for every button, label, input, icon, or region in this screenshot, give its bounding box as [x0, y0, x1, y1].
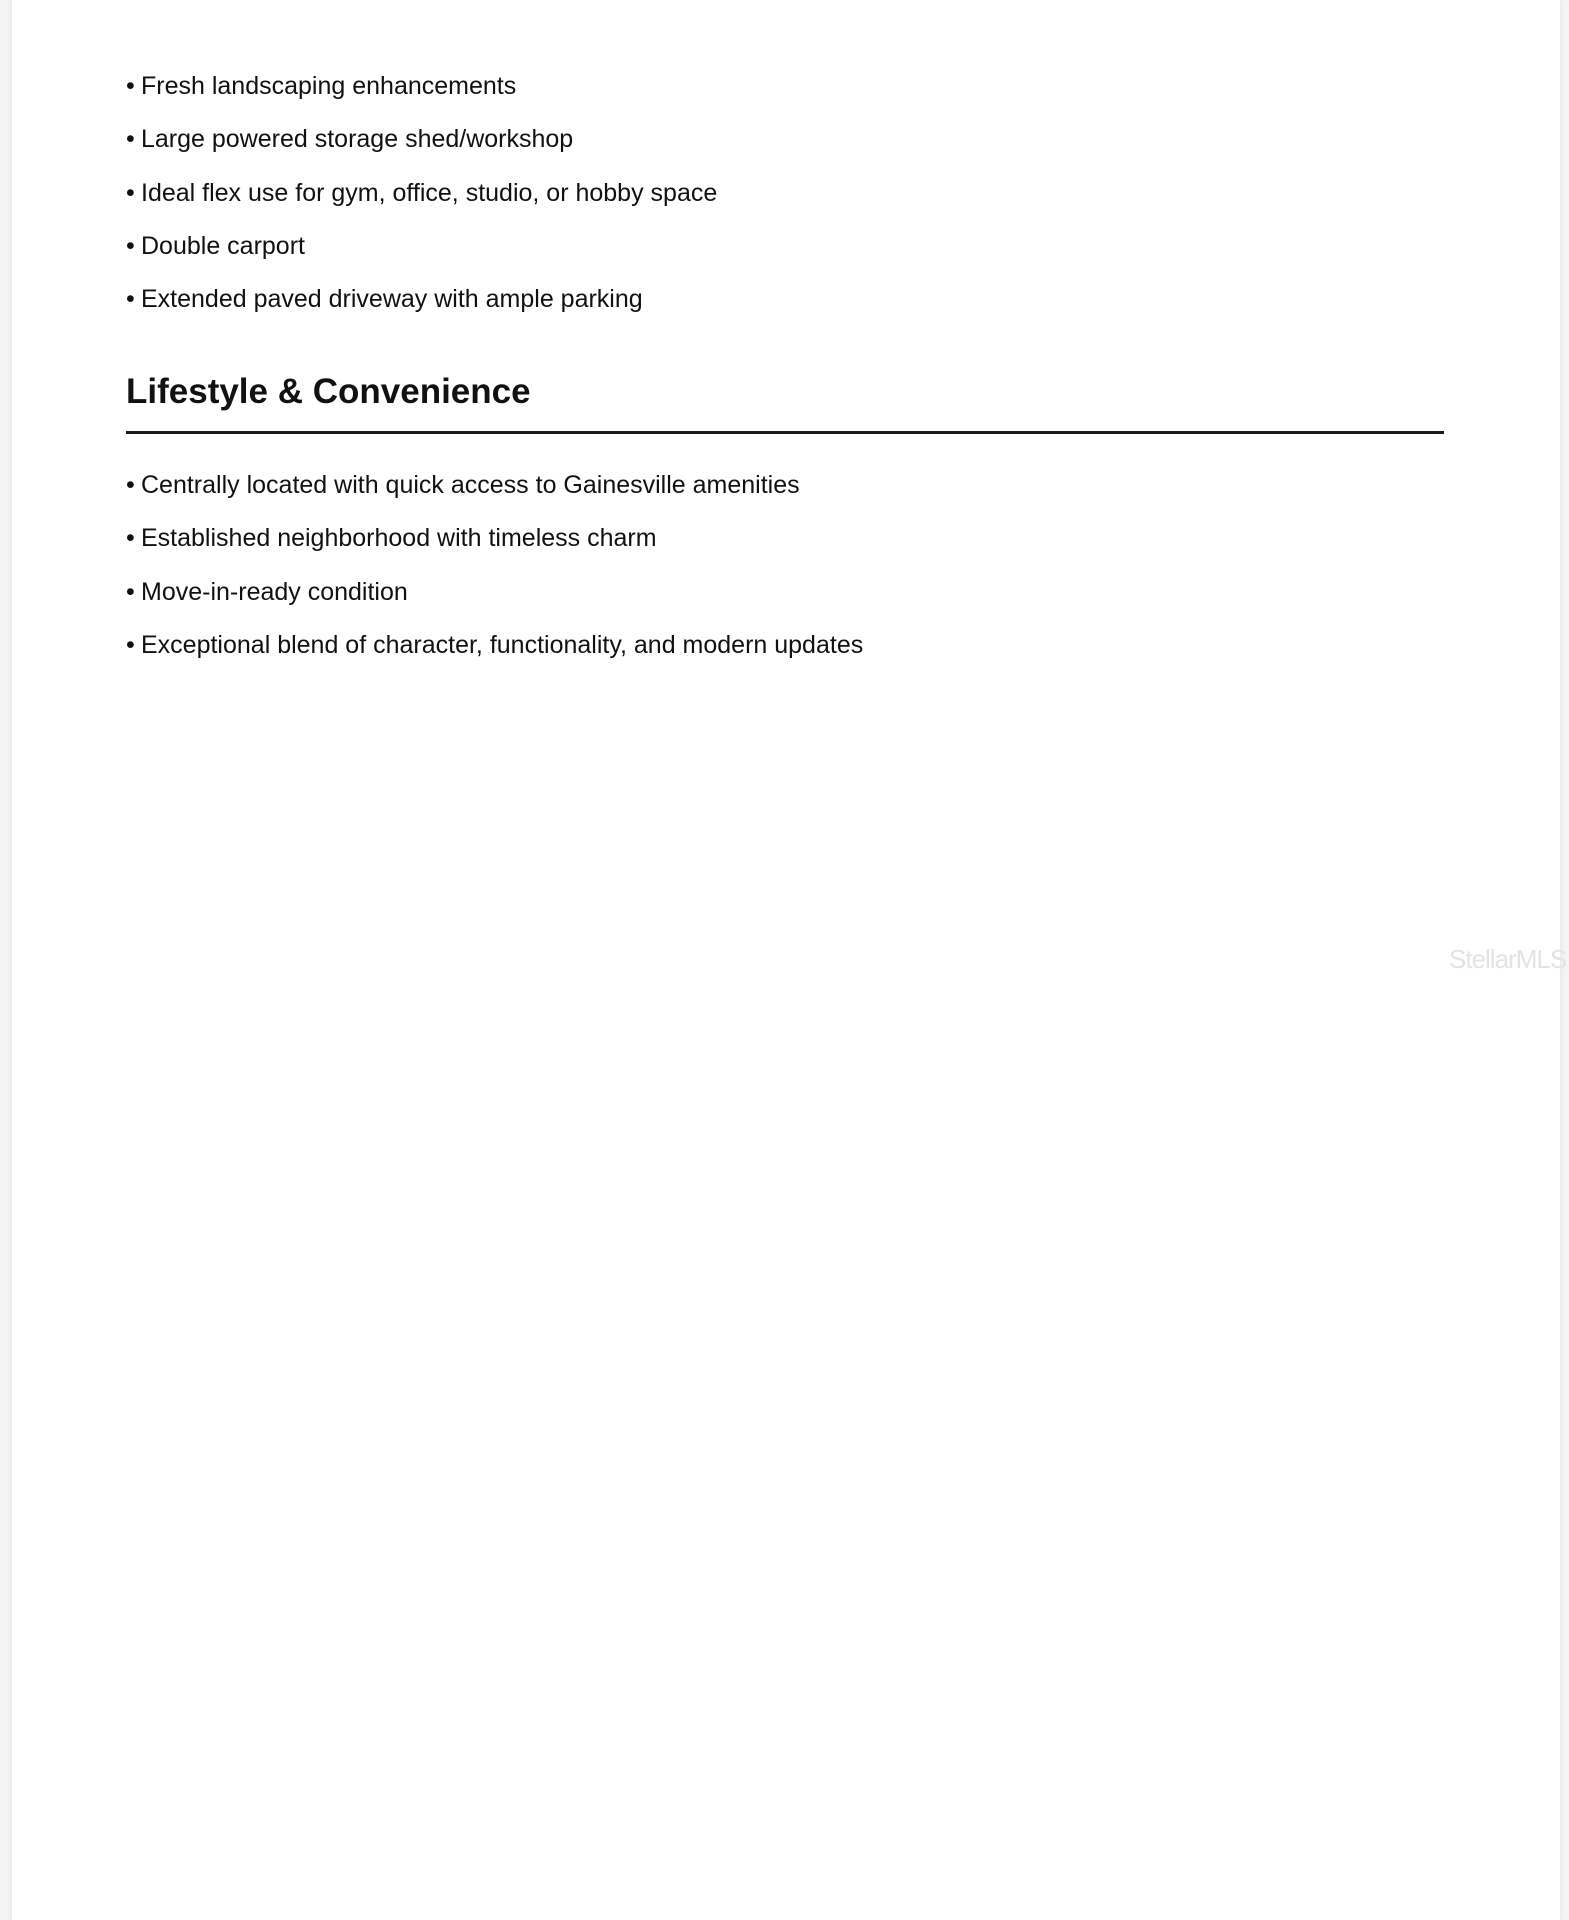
list-item [126, 629, 863, 682]
list-item [126, 123, 717, 176]
list-item [126, 70, 717, 123]
bullet-icon: • [126, 577, 135, 606]
bullet-icon: • [126, 285, 135, 314]
list-item-text: Move-in-ready condition [141, 577, 408, 606]
section-divider [126, 431, 1444, 434]
list-item [126, 230, 717, 283]
document-page [12, 0, 1567, 1920]
list-item [126, 283, 717, 336]
bullet-icon: • [126, 630, 135, 659]
bullet-icon: • [126, 524, 135, 553]
list-item-text: Fresh landscaping enhancements [141, 72, 517, 100]
list-item [126, 177, 717, 230]
list-item-text: Large powered storage shed/workshop [141, 125, 574, 154]
bullet-icon: • [126, 231, 135, 260]
list-item-text: Extended paved driveway with ample parking [141, 285, 643, 314]
bullet-icon: • [126, 178, 135, 207]
list-item-text: Established neighborhood with timeless charm [141, 524, 657, 553]
bullet-icon: • [126, 471, 135, 499]
lifestyle-list [126, 469, 863, 682]
list-item-text: Centrally located with quick access to Gainesville amenities [141, 471, 800, 499]
list-item-text: Exceptional blend of character, functionality, and modern updates [141, 630, 864, 659]
bullet-icon: • [126, 72, 135, 100]
bullet-icon: • [126, 125, 135, 154]
list-item [126, 522, 863, 575]
list-item [126, 576, 863, 629]
watermark: StellarMLS [1449, 944, 1567, 974]
list-item [126, 469, 863, 522]
features-list [126, 70, 717, 336]
list-item-text: Ideal flex use for gym, office, studio, or hobby space [141, 178, 718, 207]
section-heading: Lifestyle & Convenience [126, 372, 531, 411]
list-item-text: Double carport [141, 231, 305, 260]
